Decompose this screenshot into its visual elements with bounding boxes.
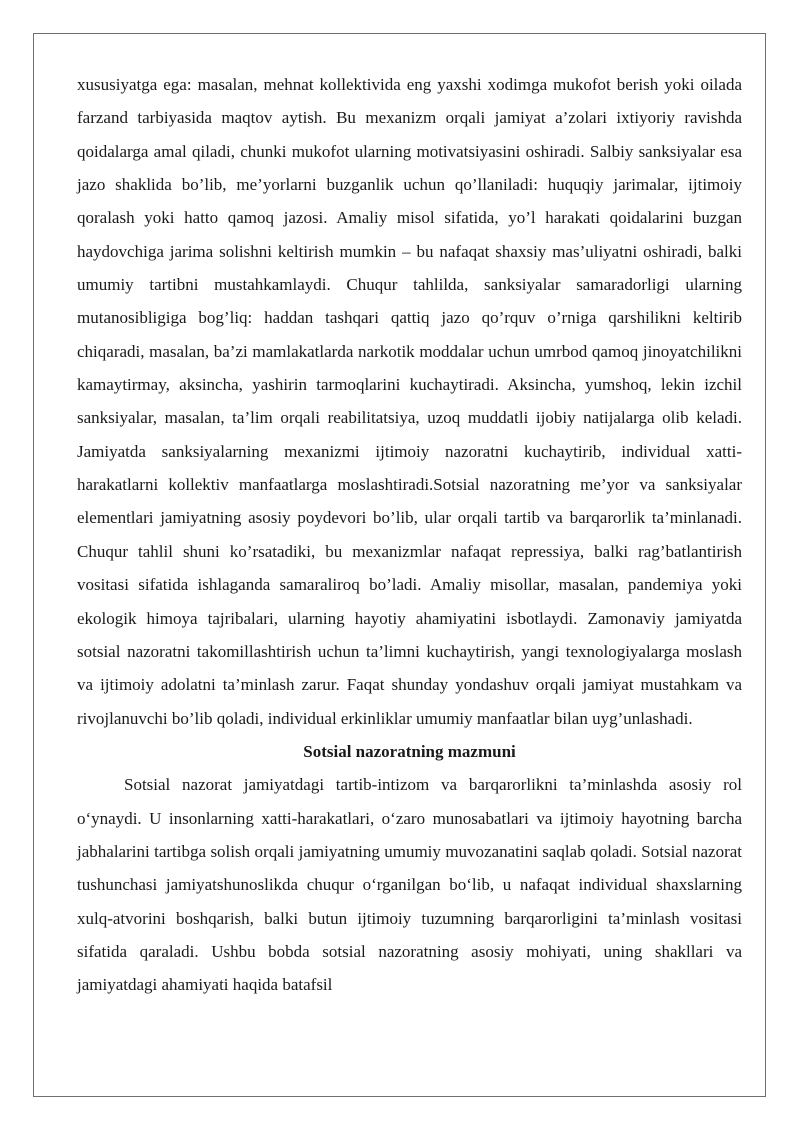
body-paragraph: Sotsial nazorat jamiyatdagi tartib-intizom va barqarorlikni ta’minlashda asosiy rol o‘ynaydi. U insonlarning xatti-harakatlari, o‘zaro munosabatlari va ijtimoiy hayotning barcha jabhalarini tartibga solish orqali jamiyatning umumiy muvozanatini saqlab qoladi. Sotsial nazorat tushunchasi jamiyatshunoslikda chuqur o‘rganilgan bo‘lib, u nafaqat individual shaxslarning xulq-atvorini boshqarish, balki butun ijtimoiy tuzumning barqarorligini ta’minlash vositasi sifatida qaraladi. Ushbu bobda sotsial nazoratning asosiy mohiyati, uning shakllari va jamiyatdagi ahamiyati haqida batafsil [77, 775, 742, 995]
section-heading: Sotsial nazoratning mazmuni [303, 741, 516, 761]
body-paragraph: xususiyatga ega: masalan, mehnat kollektivida eng yaxshi xodimga mukofot berish yoki oilada farzand tarbiyasida maqtov aytish. Bu mexanizm orqali jamiyat a’zolari ixtiyoriy ravishda qoidalarga amal qiladi, chunki mukofot ularning motivatsiyasini oshiradi. Salbiy sanksiyalar esa jazo shaklida bo’lib, me’yorlarni buzganlik uchun qo’llaniladi: huquqiy jarimalar, ijtimoiy qoralash yoki hatto qamoq jazosi. Amaliy misol sifatida, yo’l harakati qoidalarini buzgan haydovchiga jarima solishni keltirish mumkin – bu nafaqat shaxsiy mas’uliyatni oshiradi, balki umumiy tartibni mustahkamlaydi. Chuqur tahlilda, sanksiyalar samaradorligi ularning mutanosibligiga bog’liq: haddan tashqari qattiq jazo qo’rquv o’rniga qarshilikni keltirib chiqaradi, masalan, ba’zi mamlakatlarda narkotik moddalar uchun umrbod qamoq jinoyatchilikni kamaytirmay, aksincha, yashirin tarmoqlarini kuchaytiradi. Aksincha, yumshoq, lekin izchil sanksiyalar, masalan, ta’lim orqali reabilitatsiya, uzoq muddatli ijobiy natijalarga olib keladi. Jamiyatda sanksiyalarning mexanizmi ijtimoiy nazoratni kuchaytirib, individual xatti-harakatlarni kollektiv manfaatlarga moslashtiradi.Sotsial nazoratning me’yor va sanksiyalar elementlari jamiyatning asosiy poydevori bo’lib, ular orqali tartib va barqarorlik ta’minlanadi. Chuqur tahlil shuni ko’rsatadiki, bu mexanizmlar nafaqat repressiya, balki rag’batlantirish vositasi sifatida ishlaganda samaraliroq bo’ladi. Amaliy misollar, masalan, pandemiya yoki ekologik himoya tajribalari, ularning hayotiy ahamiyatini isbotlaydi. Zamonaviy jamiyatda sotsial nazoratni takomillashtirish uchun ta’limni kuchaytirish, yangi texnologiyalarga moslash va ijtimoiy adolatni ta’minlash zarur. Faqat shunday yondashuv orqali jamiyat mustahkam va rivojlanuvchi bo’lib qoladi, individual erkinliklar umumiy manfaatlar bilan uyg’unlashadi. [77, 75, 742, 728]
document-body [77, 68, 742, 1002]
